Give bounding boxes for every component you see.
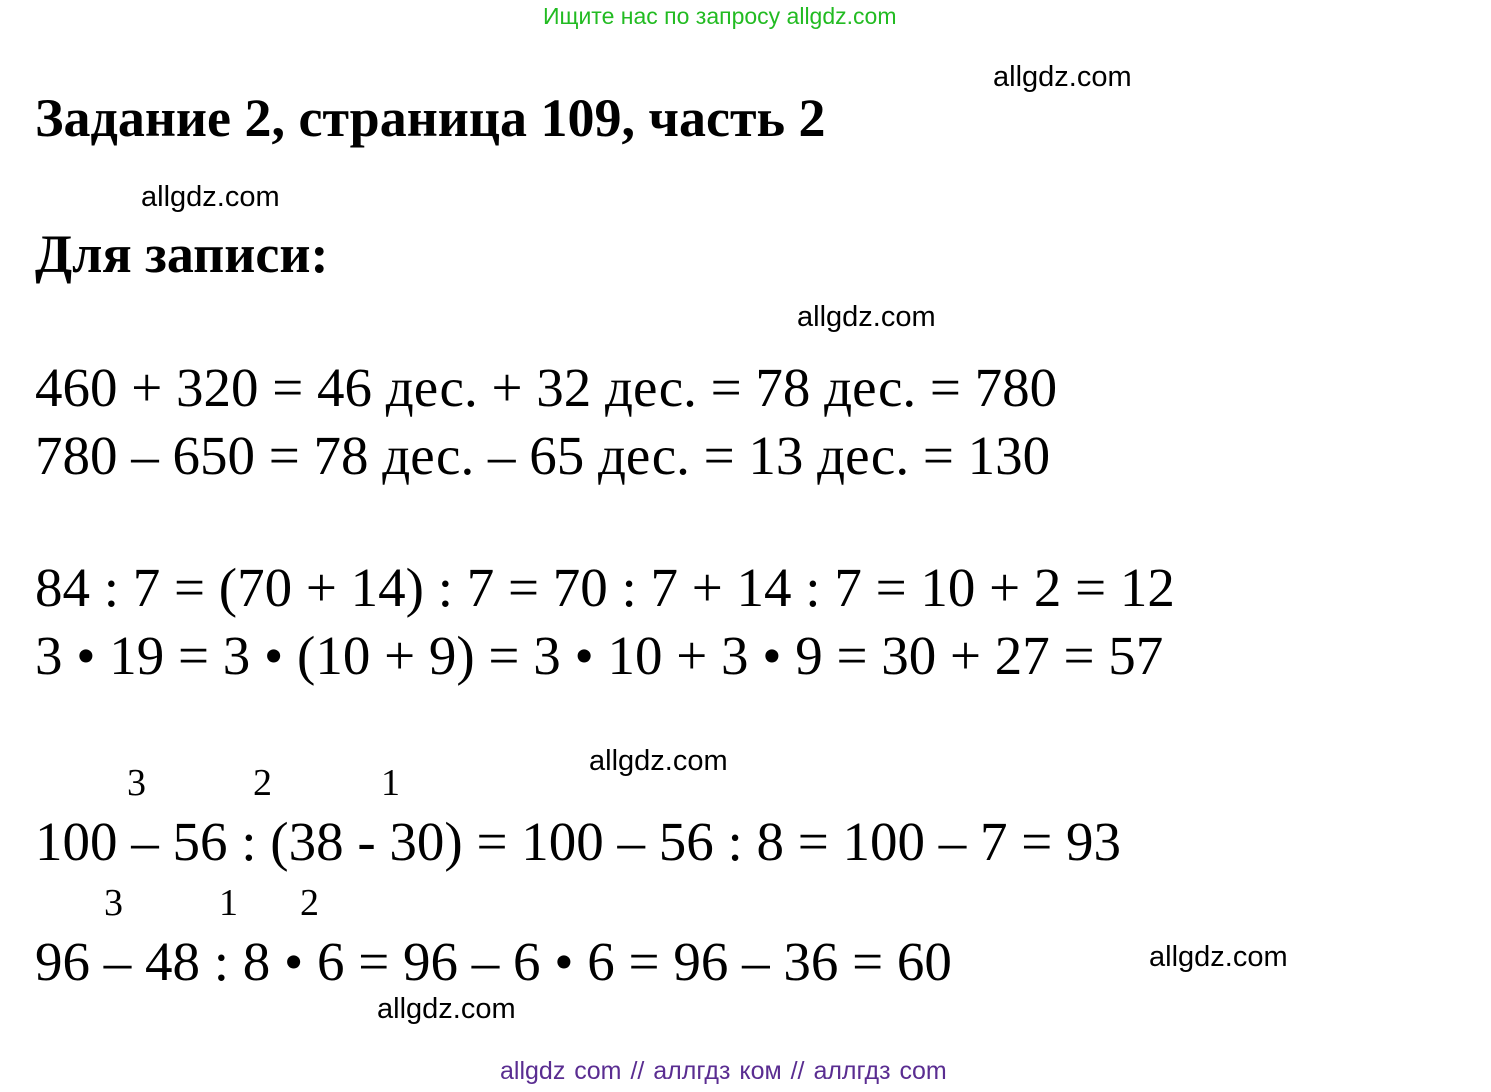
operation-order-marker: 3 (104, 882, 123, 924)
operation-order-marker: 1 (219, 882, 238, 924)
watermark-under-title: allgdz.com (141, 181, 280, 213)
operation-order-marker: 3 (127, 762, 146, 804)
watermark-middle: allgdz.com (589, 745, 728, 777)
operation-order-marker: 2 (300, 882, 319, 924)
task-title: Задание 2, страница 109, часть 2 (35, 88, 826, 148)
watermark-top-right: allgdz.com (993, 61, 1132, 93)
watermark-bottom: allgdz.com (377, 993, 516, 1025)
footer-watermark: allgdz com // аллгдз ком // аллгдз com (500, 1057, 947, 1085)
watermark-right: allgdz.com (1149, 941, 1288, 973)
order-of-operations-equation-2: 96 – 48 : 8 • 6 = 96 – 6 • 6 = 96 – 36 = 60 (35, 931, 952, 992)
promo-banner: Ищите нас по запросу allgdz.com (543, 3, 897, 29)
order-of-operations-equation-1: 100 – 56 : (38 - 30) = 100 – 56 : 8 = 100 – 7 = 93 (35, 811, 1122, 872)
watermark-before-block1: allgdz.com (797, 301, 936, 333)
division-equation: 84 : 7 = (70 + 14) : 7 = 70 : 7 + 14 : 7 = 10 + 2 = 12 (35, 557, 1175, 618)
operation-order-marker: 2 (253, 762, 272, 804)
operation-order-marker: 1 (381, 762, 400, 804)
multiplication-equation: 3 • 19 = 3 • (10 + 9) = 3 • 10 + 3 • 9 = 30 + 27 = 57 (35, 625, 1164, 686)
subtraction-by-tens-equation: 780 – 650 = 78 дес. – 65 дес. = 13 дес. = 130 (35, 425, 1051, 486)
section-subtitle: Для записи: (35, 224, 329, 284)
addition-by-tens-equation: 460 + 320 = 46 дес. + 32 дес. = 78 дес. = 780 (35, 357, 1058, 418)
